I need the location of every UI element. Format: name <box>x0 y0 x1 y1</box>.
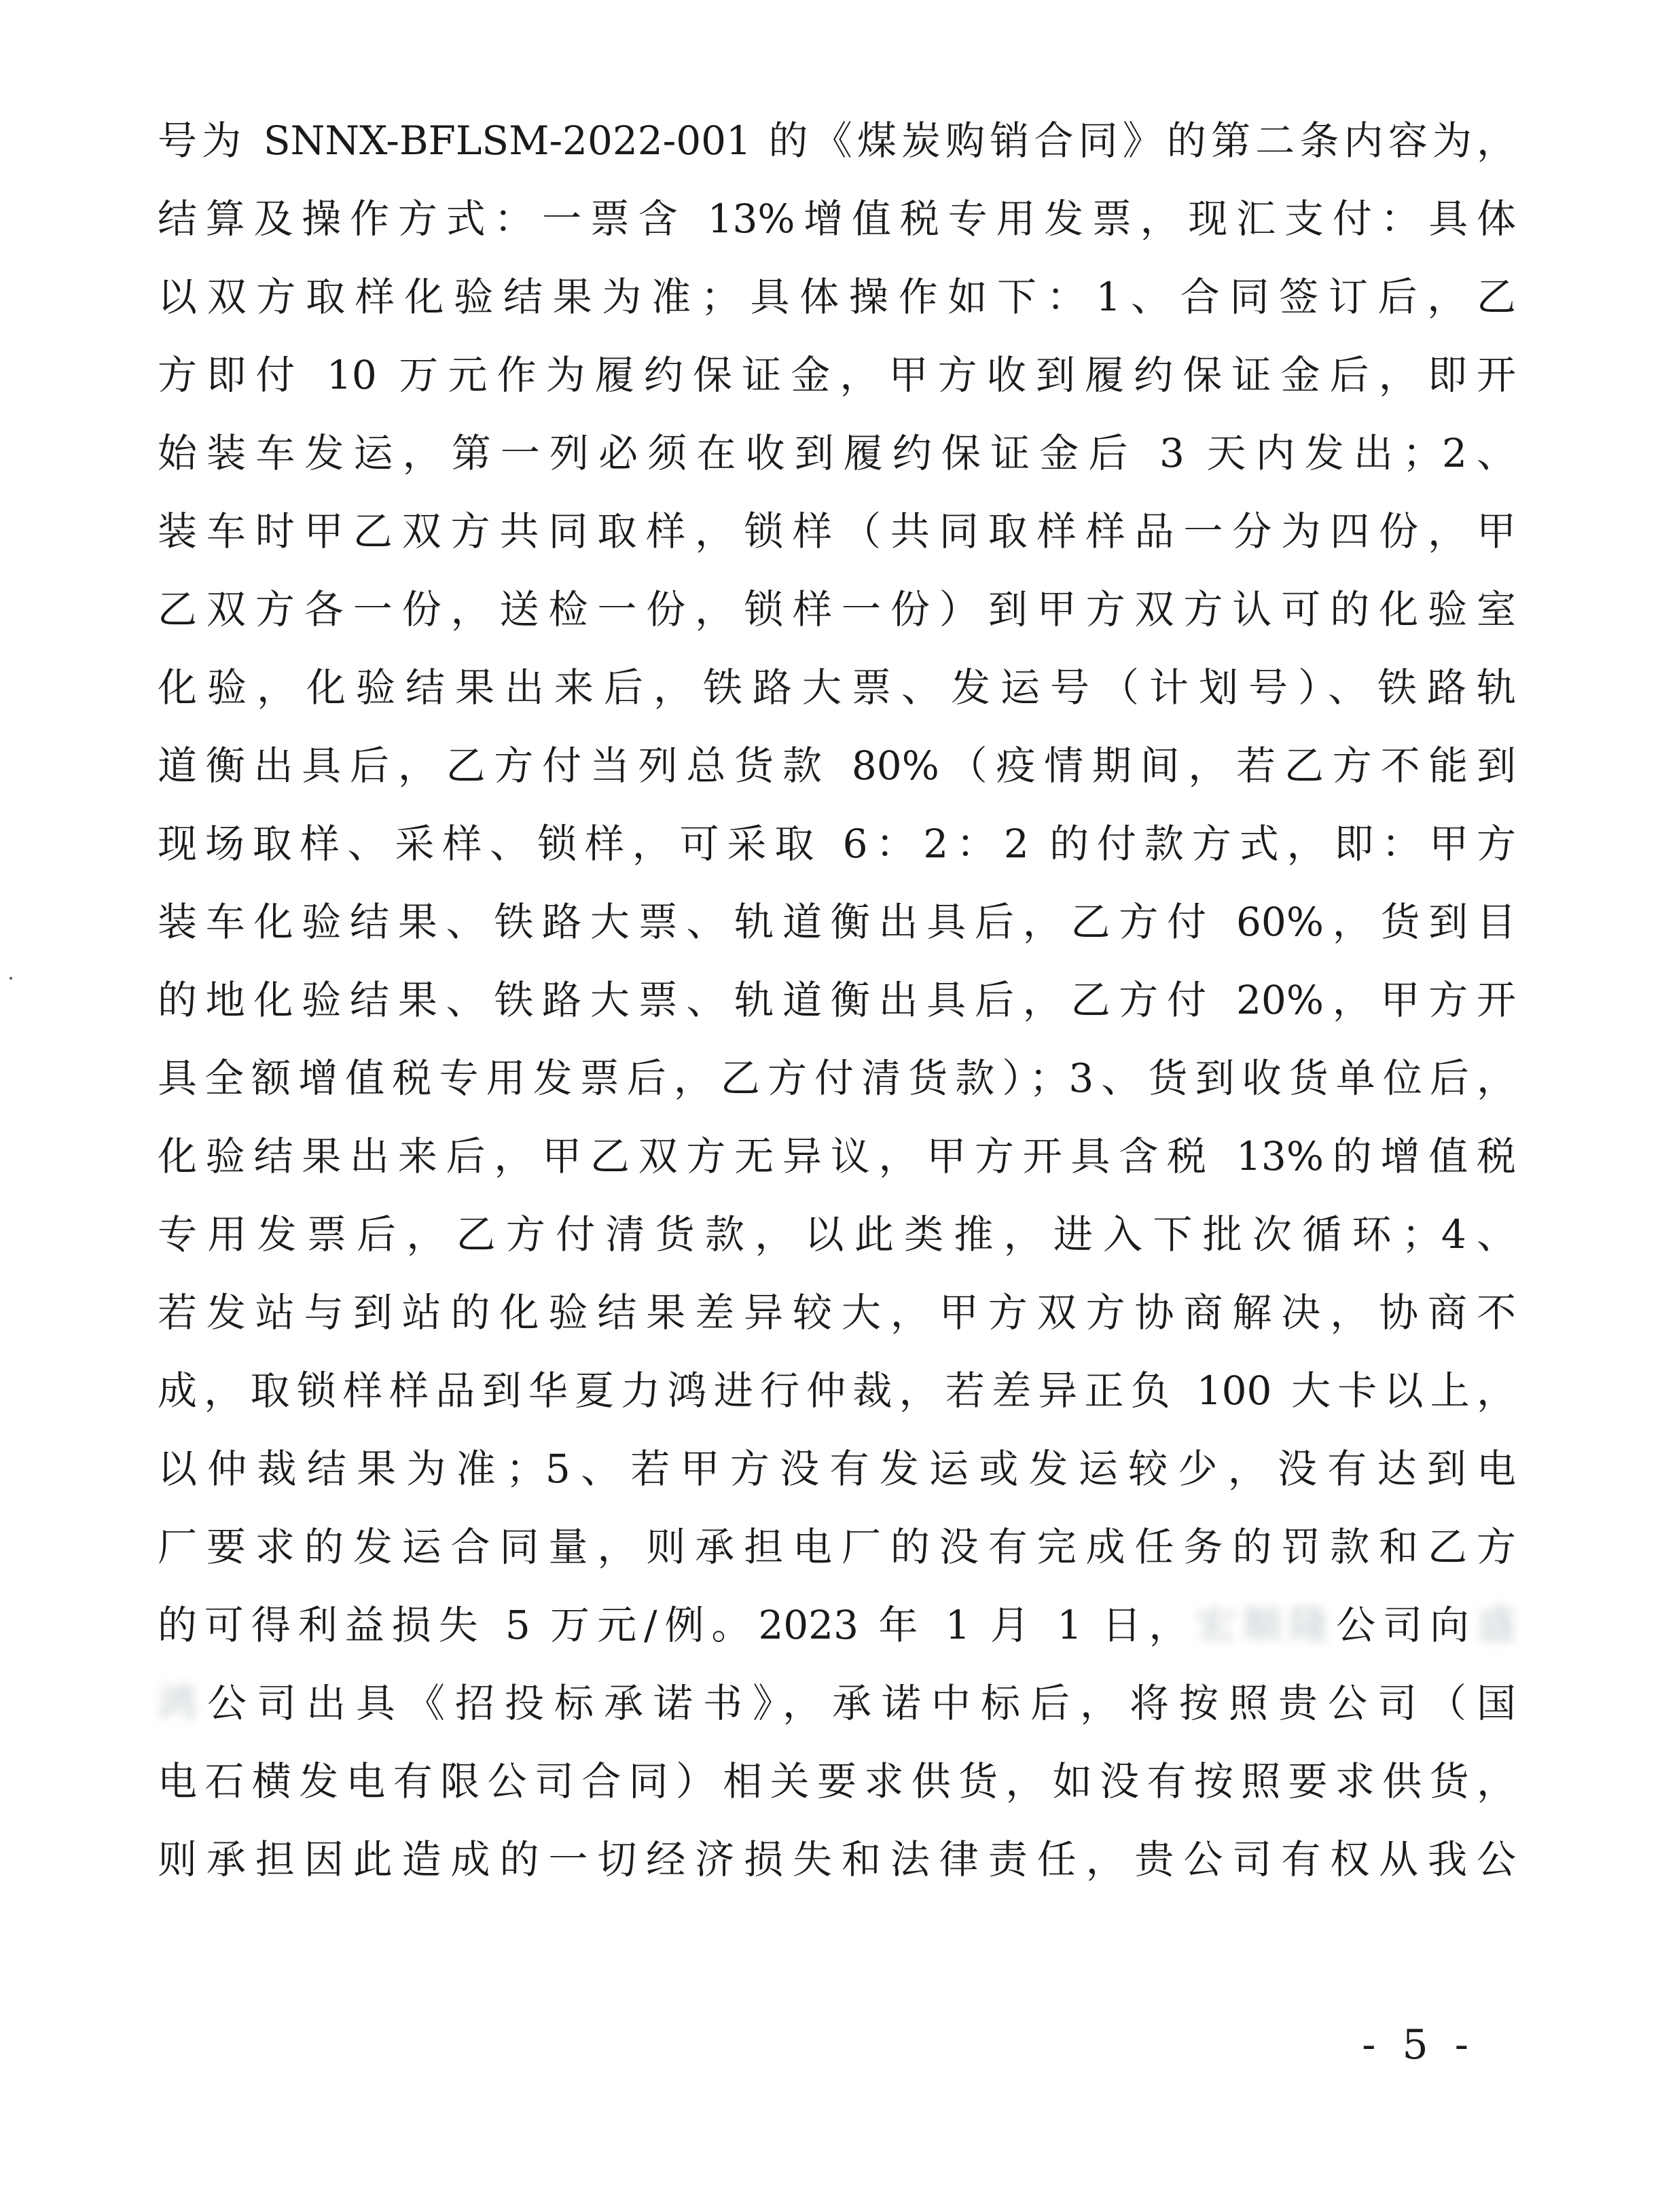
text-line: 始装车发运，第一列必须在收到履约保证金后 3 天内发出；2、 <box>158 430 1516 476</box>
redacted-company-name: 宏顺隆 <box>1195 1602 1337 1648</box>
text-line-with-redaction <box>158 1664 1516 1743</box>
text-line: 以仲裁结果为准；5、若甲方没有发运或发运较少，没有达到电 <box>158 1446 1516 1492</box>
text-line: 乙双方各一份，送检一份，锁样一份）到甲方双方认可的化验室 <box>158 586 1516 632</box>
text-line: 则承担因此造成的一切经济损失和法律责任，贵公司有权从我公 <box>158 1836 1516 1883</box>
text-line: 电石横发电有限公司合同）相关要求供货，如没有按照要求供货， <box>158 1758 1516 1804</box>
text-line: 的地化验结果、铁路大票、轨道衡出具后，乙方付 20%，甲方开 <box>158 977 1516 1023</box>
text-line: 道衡出具后，乙方付当列总货款 80%（疫情期间，若乙方不能到 <box>158 743 1516 789</box>
text-line: 化验结果出来后，甲乙双方无异议，甲方开具含税 13%的增值税 <box>158 1133 1516 1179</box>
text-line: 专用发票后，乙方付清货款，以此类推，进入下批次循环；4、 <box>158 1211 1516 1257</box>
text-line: 装车化验结果、铁路大票、轨道衡出具后，乙方付 60%，货到目 <box>158 899 1516 945</box>
text-line: 具全额增值税专用发票后，乙方付清货款）；3、货到收货单位后， <box>158 1055 1516 1101</box>
text-line: 方即付 10 万元作为履约保证金，甲方收到履约保证金后，即开 <box>158 352 1516 398</box>
text-line-with-redaction <box>158 1586 1516 1664</box>
text-segment: 的可得利益损失 5 万元/例。2023 年 1 月 1 日， <box>158 1602 1196 1648</box>
text-segment: 公司出具《招投标承诺书》，承诺中标后，将按照贵公司（国 <box>207 1680 1516 1726</box>
margin-speck <box>10 977 12 980</box>
page-number: - 5 - <box>1362 2021 1475 2069</box>
text-line: 若发站与到站的化验结果差异较大，甲方双方协商解决，协商不 <box>158 1289 1516 1336</box>
text-line: 号为 SNNX-BFLSM-2022-001 的《煤炭购销合同》的第二条内容为， <box>158 118 1516 164</box>
text-line: 现场取样、采样、锁样，可采取 6：2：2 的付款方式，即：甲方 <box>158 821 1516 867</box>
text-line: 化验，化验结果出来后，铁路大票、发运号（计划号）、铁路轨 <box>158 664 1516 711</box>
text-segment: 公司向 <box>1336 1602 1477 1648</box>
document-body <box>158 102 1516 1899</box>
text-line: 成，取锁样样品到华夏力鸿进行仲裁，若差异正负 100 大卡以上， <box>158 1368 1516 1414</box>
text-line: 装车时甲乙双方共同取样，锁样（共同取样样品一分为四份，甲 <box>158 508 1516 554</box>
text-line: 厂要求的发运合同量，则承担电厂的没有完成任务的罚款和乙方 <box>158 1524 1516 1570</box>
text-line: 结算及操作方式：一票含 13%增值税专用发票，现汇支付：具体 <box>158 196 1516 242</box>
redacted-company-name: 鸿 <box>158 1680 207 1726</box>
redacted-company-name: 盛 <box>1476 1602 1516 1648</box>
text-line: 以双方取样化验结果为准；具体操作如下：1、合同签订后，乙 <box>158 274 1516 320</box>
